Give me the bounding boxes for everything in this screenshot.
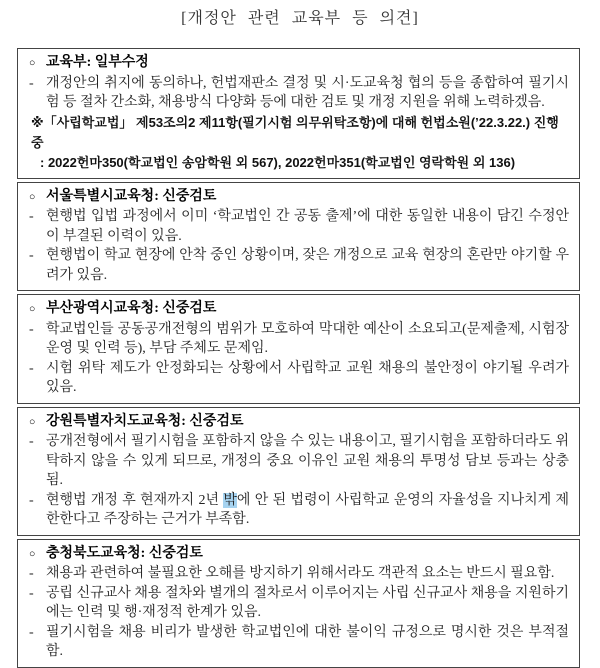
section-title: 서울특별시교육청: 신중검토 — [46, 188, 217, 204]
bullet-item — [29, 246, 569, 285]
section-header — [29, 412, 569, 433]
bullet-text — [46, 74, 569, 113]
text-segment: 현행법 개정 후 현재까지 2년 — [46, 492, 224, 508]
section-header — [29, 53, 569, 74]
opinion-sections — [17, 48, 580, 668]
highlighted-text: 밖 — [223, 492, 237, 508]
bullet-text — [46, 246, 569, 285]
reference-note: : 2022헌마350(학교법인 송암학원 외 567), 2022헌마351(학교법인 영락학원 외 136) — [40, 154, 516, 170]
section-box — [17, 539, 580, 668]
dash-icon: - — [29, 209, 34, 224]
bullet-text — [46, 320, 569, 359]
text-segment: 현행법 입법 과정에서 이미 ‘학교법인 간 공동 출제’에 대한 동일한 내용이 담긴 수정안이 부결된 이력이 있음. — [46, 209, 569, 244]
text-segment: 공개전형에서 필기시험을 포함하지 않을 수 있는 내용이고, 필기시험을 포함하더라도 위탁하지 않을 수 있게 되므로, 개정의 중요 이유인 교원 채용의 투명성 담보 등과는 상충됨. — [46, 434, 569, 488]
text-segment: 현행법이 학교 현장에 안착 중인 상황이며, 잦은 개정으로 교육 현장의 혼란만 야기할 우려가 있음. — [46, 248, 569, 283]
section-title: 교육부: 일부수정 — [46, 55, 149, 70]
bullet-item — [29, 432, 569, 491]
section-bullet-icon: ○ — [29, 58, 36, 69]
reference-note: ※「사립학교법」 제53조의2 제11항(필기시험 의무위탁조항)에 대해 헌법소원(’22.3.22.) 진행 중 — [31, 114, 559, 150]
text-segment: 에 안 된 법령이 사립학교 운영의 자율성을 지나치게 제한한다고 주장하는 근거가 부족함. — [46, 492, 570, 527]
section-header — [29, 544, 569, 565]
dash-icon: - — [29, 585, 34, 601]
bullet-text — [46, 207, 569, 246]
bullet-text — [46, 359, 569, 398]
bullet-item — [29, 207, 569, 246]
bullet-item — [29, 564, 569, 584]
section-header — [29, 187, 569, 208]
bullet-item — [29, 359, 569, 398]
section-bullet-icon: ○ — [29, 191, 36, 203]
section-title: 부산광역시교육청: 신중검토 — [46, 301, 217, 316]
text-segment: 시험 위탁 제도가 안정화되는 상황에서 사립학교 교원 채용의 불안정이 야기될 우려가 있음. — [46, 360, 569, 395]
bullet-text — [46, 491, 569, 530]
bullet-text — [46, 432, 569, 491]
dash-icon: - — [29, 360, 34, 376]
section-box — [17, 294, 580, 404]
section-box — [17, 407, 580, 536]
bullet-text — [46, 564, 569, 584]
section-box — [17, 48, 580, 179]
bullet-text — [46, 584, 569, 623]
bullet-item — [29, 74, 569, 113]
text-segment: 채용과 관련하여 불필요한 오해를 방지하기 위해서라도 객관적 요소는 반드시 필요함. — [46, 566, 555, 581]
text-segment: 학교법인들 공동공개전형의 범위가 모호하여 막대한 예산이 소요되고(문제출제, 시험장 운영 및 인력 등), 부담 주체도 문제임. — [46, 321, 569, 356]
section-bullet-icon: ○ — [29, 416, 36, 428]
dash-icon: - — [29, 321, 34, 337]
section-title: 강원특별자치도교육청: 신중검토 — [46, 413, 244, 429]
dash-icon: - — [29, 624, 34, 640]
dash-icon: - — [29, 434, 34, 449]
bullet-item — [29, 623, 569, 662]
text-segment: 공립 신규교사 채용 절차와 별개의 절차로서 이루어지는 사립 신규교사 채용을 지원하기에는 인력 및 행·재정적 한계가 있음. — [46, 585, 569, 620]
section-title: 충청북도교육청: 신중검토 — [46, 545, 203, 561]
dash-icon: - — [29, 492, 34, 508]
page-title: [개정안 관련 교육부 등 의견] — [181, 10, 419, 27]
section-bullet-icon: ○ — [29, 304, 36, 315]
section-header — [29, 299, 569, 320]
text-segment: 필기시험을 채용 비리가 발생한 학교법인에 대한 불이익 규정으로 명시한 것은 부적절함. — [46, 624, 569, 659]
dash-icon: - — [29, 248, 34, 263]
section-bullet-icon: ○ — [29, 548, 36, 560]
section-box — [17, 182, 580, 292]
bullet-item — [29, 491, 569, 530]
dash-icon: - — [29, 75, 34, 91]
text-segment: 개정안의 취지에 동의하나, 헌법재판소 결정 및 시·도교육청 협의 등을 종합하여 필기시험 등 절차 간소화, 채용방식 다양화 등에 대한 검토 및 개정 지원을 위해 노력하겠음. — [46, 75, 569, 110]
bullet-item — [29, 320, 569, 359]
bullet-item — [29, 584, 569, 623]
bullet-text — [46, 623, 569, 662]
dash-icon: - — [29, 566, 34, 581]
